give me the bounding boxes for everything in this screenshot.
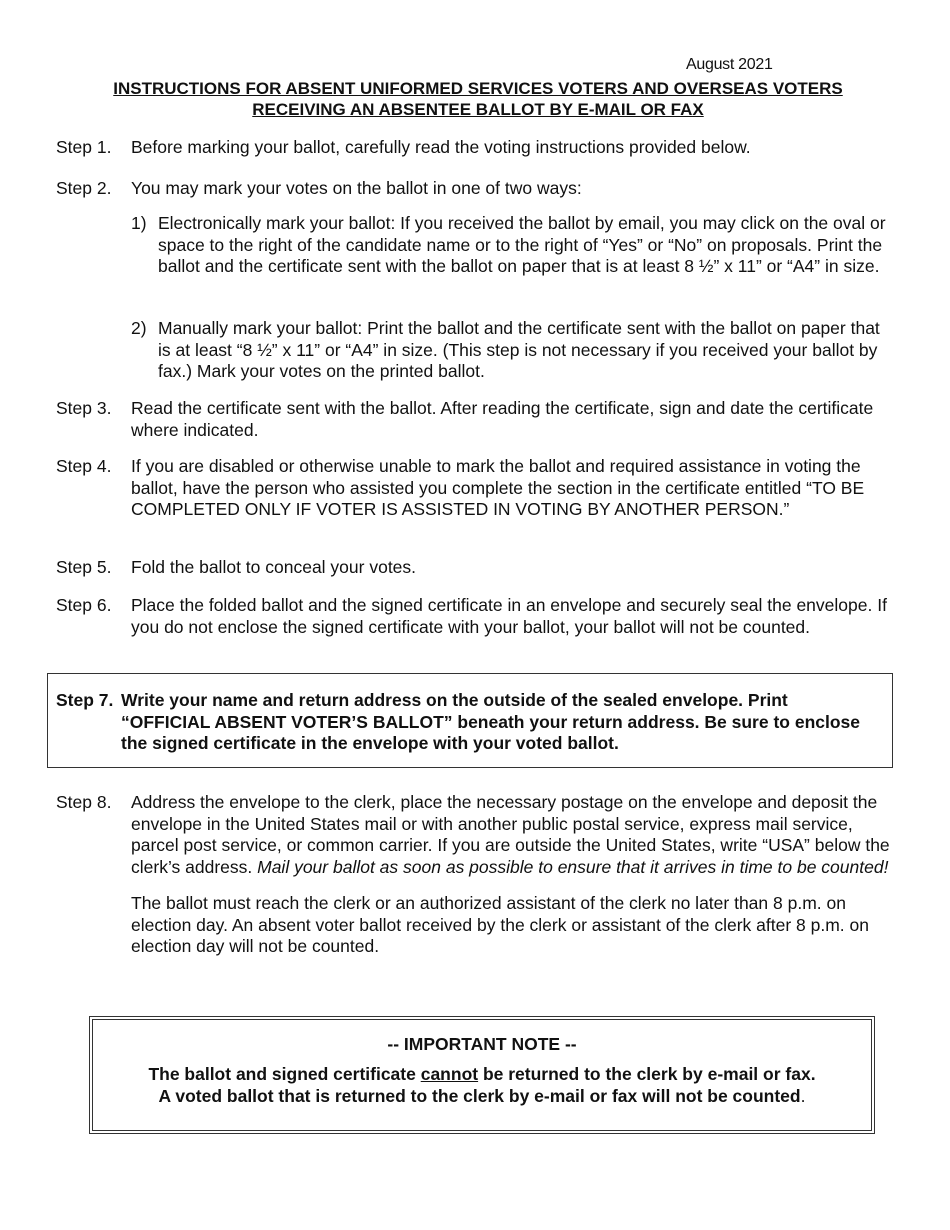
note-emphasis: cannot: [420, 1064, 479, 1084]
step-8-deadline: The ballot must reach the clerk or an authorized assistant of the clerk no later than 8 p.m. on election day. An absent voter ballot received by the clerk or assistant of the clerk after 8 p.m. on election day will not be counted.: [131, 893, 869, 956]
note-heading: -- IMPORTANT NOTE --: [387, 1034, 577, 1054]
step-8-italic-note: Mail your ballot as soon as possible to ensure that it arrives in time to be counted!: [257, 856, 889, 877]
step-6: [56, 595, 898, 638]
step-8: [56, 792, 898, 958]
note-line-2: [93, 1085, 871, 1107]
note-line-2-text: A voted ballot that is returned to the clerk by e-mail or fax will not be counted: [158, 1086, 801, 1106]
step-text: You may mark your votes on the ballot in one of two ways:: [131, 178, 582, 198]
step-label: Step 4.: [56, 456, 112, 476]
option-number: 2): [131, 318, 147, 338]
step-label: Step 3.: [56, 398, 112, 418]
step-1: [56, 137, 898, 159]
step-label: Step 2.: [56, 178, 112, 198]
step-2-option-2: [131, 318, 891, 383]
note-line-2-period: .: [800, 1086, 806, 1106]
step-7-box: [47, 673, 893, 768]
document-date: August 2021: [686, 56, 773, 73]
step-5: [56, 557, 898, 579]
step-text: Fold the ballot to conceal your votes.: [131, 557, 417, 577]
title-line-2: RECEIVING AN ABSENTEE BALLOT BY E-MAIL OR FAX: [252, 100, 704, 119]
step-7: [56, 690, 876, 755]
important-note-box: [89, 1016, 875, 1134]
option-text: Electronically mark your ballot: If you received the ballot by email, you may click on the oval or space to the right of the candidate name or to the right of “Yes” or “No” on proposals. Print the ballot and the certificate sent with the ballot on paper that is at least 8 ½” x 11” or “A4” in size.: [158, 213, 886, 276]
step-text: Read the certificate sent with the ballot. After reading the certificate, sign and date the certificate where indicated.: [131, 398, 874, 440]
step-3: [56, 398, 898, 441]
step-text: [131, 792, 898, 878]
step-2: [56, 178, 898, 200]
step-text: Write your name and return address on the outside of the sealed envelope. Print “OFFICIAL ABSENT VOTER’S BALLOT” beneath your return address. Be sure to enclose the signed certificate in the envelope with your voted ballot.: [121, 690, 861, 753]
option-text: Manually mark your ballot: Print the ballot and the certificate sent with the ballot on paper that is at least “8 ½” x 11” or “A4” in size. (This step is not necessary if you received your ballot by fax.) Mark your votes on the printed ballot.: [158, 318, 880, 381]
step-text: If you are disabled or otherwise unable to mark the ballot and required assistance in voting the ballot, have the person who assisted you complete the section in the certificate entitled “TO BE COMPLETED ONLY IF VOTER IS ASSISTED IN VOTING BY ANOTHER PERSON.”: [131, 456, 865, 519]
step-text: Place the folded ballot and the signed certificate in an envelope and securely seal the envelope. If you do not enclose the signed certificate with your ballot, your ballot will not be counted.: [131, 595, 887, 637]
step-text: Before marking your ballot, carefully read the voting instructions provided below.: [131, 137, 751, 157]
title-line-1: INSTRUCTIONS FOR ABSENT UNIFORMED SERVICES VOTERS AND OVERSEAS VOTERS: [113, 79, 843, 98]
page-title: [40, 78, 916, 120]
step-2-option-1: [131, 213, 891, 278]
step-8-body: Address the envelope to the clerk, place the necessary postage on the envelope and deposit the envelope in the United States mail or with another public postal service, express mail service, parcel post service, or common carrier. If you are outside the United States, write “USA” below the clerk’s address.: [131, 792, 890, 877]
step-label: Step 5.: [56, 557, 112, 577]
step-4: [56, 456, 898, 521]
option-number: 1): [131, 213, 147, 233]
note-line-1-post: be returned to the clerk by e-mail or fax.: [478, 1064, 816, 1084]
step-label: Step 6.: [56, 595, 112, 615]
note-line-1: [93, 1063, 871, 1085]
note-line-1-pre: The ballot and signed certificate: [148, 1064, 421, 1084]
step-label: Step 7.: [56, 690, 114, 710]
step-label: Step 1.: [56, 137, 112, 157]
step-label: Step 8.: [56, 792, 112, 812]
